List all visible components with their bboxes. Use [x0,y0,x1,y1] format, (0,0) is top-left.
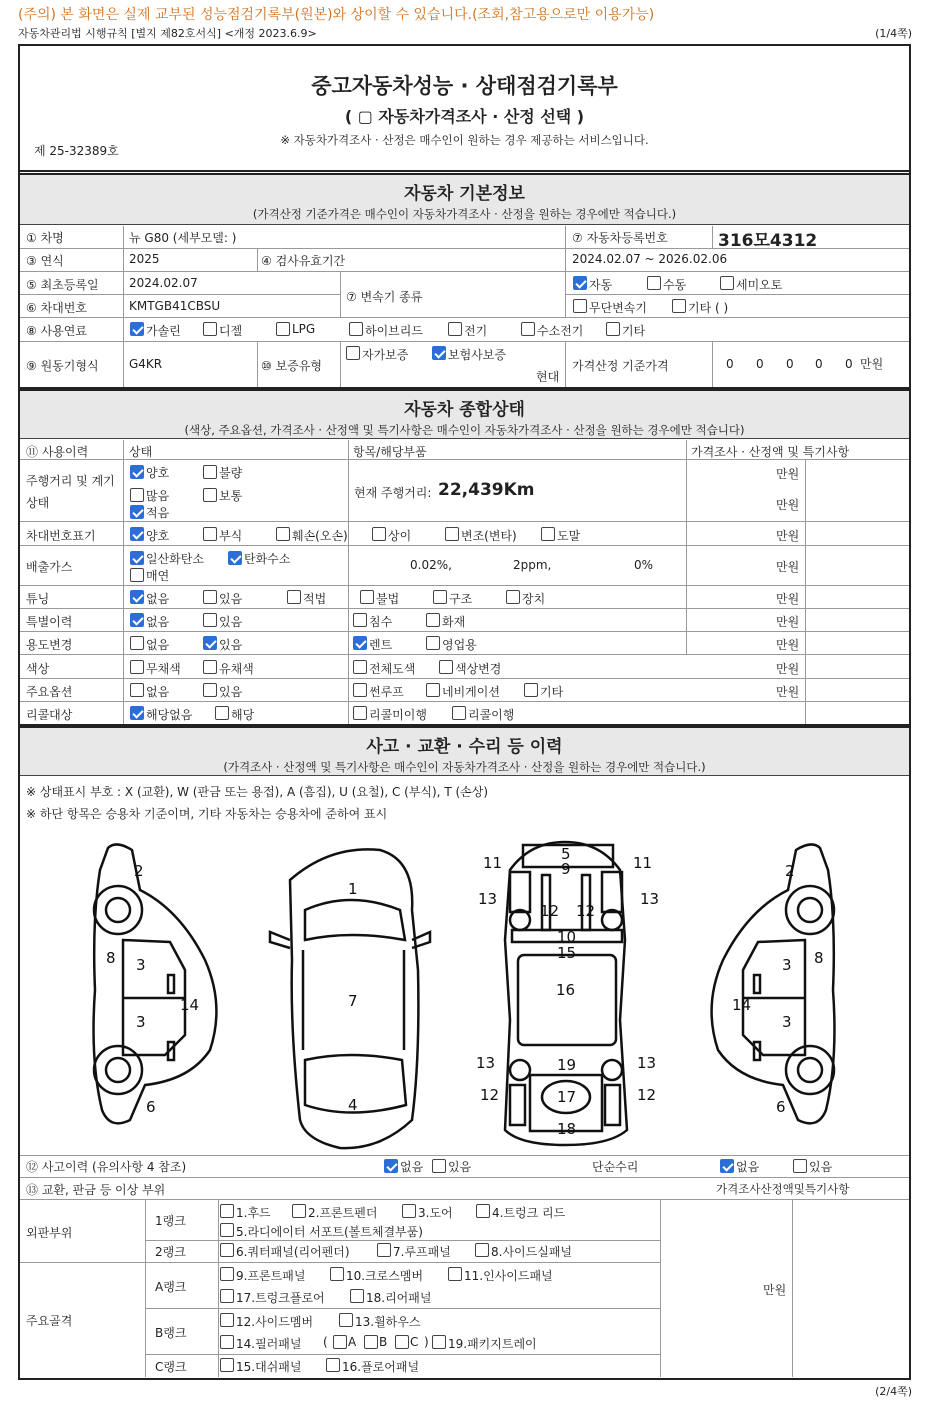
fuel-lpg-label: LPG [292,322,316,336]
color-full-paint-label: 전체도색 [369,662,416,676]
tuning-yes-checkbox[interactable] [203,590,217,604]
part-side-sill-label: 8.사이드실패널 [491,1245,573,1259]
warranty-insurer-label: 보험사보증 [448,348,506,362]
part-inside-panel-checkbox[interactable] [448,1267,462,1281]
car-name-label: ① 차명 [26,231,64,245]
parts-price-label: 가격조사산정액및특기사항 [716,1182,850,1196]
mileage-high-checkbox[interactable] [130,488,144,502]
vin-mark-differ-checkbox[interactable] [372,527,386,541]
part-radiator-support-checkbox[interactable] [220,1223,234,1237]
fuel-other-checkbox[interactable] [606,322,620,336]
accident-history-label: ⑫ 사고이력 (유의사항 4 참조) [26,1160,187,1174]
page-number-bottom: (2/4쪽) [875,1385,912,1398]
unit-label: 만원 [776,498,800,512]
emission-co-checkbox[interactable] [130,551,144,565]
law-reference: 자동차관리법 시행규칙 [별지 제82호서식] <개정 2023.6.9> [18,27,317,40]
recall-applicable-label: 해당 [231,708,255,722]
tuning-none-checkbox[interactable] [130,590,144,604]
options-sunroof-checkbox[interactable] [353,683,367,697]
diagram-label: 15 [557,944,577,962]
repair-yes-checkbox[interactable] [793,1159,807,1173]
emission-smoke-label: 매연 [146,569,170,583]
notice-text: (주의) 본 화면은 실제 교부된 성능점검기록부(원본)와 상이할 수 있습니다.(조회,참고용으로만 이용가능) [18,7,655,23]
car-diagram [20,830,909,1155]
price-digit: 0 [726,357,734,371]
part-front-fender-label: 2.프론트펜더 [308,1206,378,1220]
unit-label: 만원 [776,662,800,676]
diagram-label: 12 [480,1086,500,1104]
accident-yes-label: 있음 [448,1160,472,1174]
recall-na-label: 해당없음 [146,708,193,722]
part-roof-panel-label: 7.루프패널 [393,1245,451,1259]
year-label: ③ 연식 [26,254,64,268]
part-floor-panel-label: 16.플로어패널 [342,1360,420,1374]
diagram-label: 8 [106,949,116,967]
reg-no-value: 316모4312 [718,231,818,251]
price-digit: 0 [845,357,853,371]
repair-none-checkbox[interactable] [720,1159,734,1173]
transmission-label: ⑦ 변속기 종류 [346,290,423,304]
vin-mark-smeared-label: 도말 [557,529,581,543]
tuning-yes-label: 있음 [219,592,243,606]
warranty-company: 현대 [536,370,560,384]
diagram-label: 6 [146,1098,156,1116]
engine-label: ⑨ 원동기형식 [26,359,99,373]
trans-other-checkbox[interactable] [672,299,686,313]
options-yes-label: 있음 [219,685,243,699]
part-side-sill-checkbox[interactable] [475,1243,489,1257]
special-fire-label: 화재 [442,615,466,629]
recall-label: 리콜대상 [26,708,73,722]
part-trunk-lid-label: 4.트렁크 리드 [492,1206,566,1220]
usage-none-label: 없음 [146,638,170,652]
part-rear-panel-label: 18.리어패널 [366,1291,432,1305]
part-front-panel-label: 9.프론트패널 [236,1269,306,1283]
part-floor-panel-checkbox[interactable] [326,1358,340,1372]
diagram-label: 11 [633,854,653,872]
part-dash-panel-label: 15.대쉬패널 [236,1360,302,1374]
part-inside-panel-label: 11.인사이드패널 [464,1269,553,1283]
reg-no-label: ⑦ 자동차등록번호 [572,231,668,245]
trans-manual-checkbox[interactable] [647,276,661,290]
page-number-top: (1/4쪽) [875,27,912,40]
recall-done-checkbox[interactable] [452,706,466,720]
diagram-label: 12 [576,902,596,920]
rank-c-label: C랭크 [155,1360,187,1374]
diagram-label: 3 [136,956,146,974]
tuning-structure-label: 구조 [449,592,473,606]
diagram-label: 11 [483,854,503,872]
part-roof-panel-checkbox[interactable] [377,1243,391,1257]
mileage-normal-checkbox[interactable] [203,488,217,502]
tuning-device-checkbox[interactable] [506,590,520,604]
unit-label: 만원 [776,592,800,606]
pillar-paren-open: ( [323,1335,328,1349]
standard-note: ※ 하단 항목은 승용차 기준이며, 기타 자동차는 승용차에 준하여 표시 [26,807,388,821]
parts-label: ⑬ 교환, 판금 등 이상 부위 [26,1183,166,1197]
color-change-label: 색상변경 [455,662,502,676]
diagram-label: 12 [637,1086,657,1104]
diagram-label: 12 [540,902,560,920]
vin-mark-differ-label: 상이 [388,529,412,543]
part-trunk-lid-checkbox[interactable] [476,1204,490,1218]
part-package-tray-label: 19.패키지트레이 [448,1337,537,1351]
color-achromatic-checkbox[interactable] [130,660,144,674]
trans-semi-checkbox[interactable] [720,276,734,290]
diagram-label: 8 [814,949,824,967]
recall-done-label: 리콜이행 [468,708,515,722]
tuning-illegal-label: 불법 [376,592,400,606]
diagram-label: 4 [348,1096,358,1114]
engine-value: G4KR [129,357,163,371]
accident-note: (가격조사 · 산정액 및 특기사항은 매수인이 자동차가격조사 · 산정을 원하는 경우에만 적습니다.) [223,760,706,774]
emission-smoke-value: 0% [634,558,654,572]
trans-other-label: 기타 ( ) [688,301,729,315]
emission-hc-label: 탄화수소 [244,552,291,566]
title-box [20,46,909,172]
part-trunk-floor-checkbox[interactable] [220,1289,234,1303]
price-digit: 0 [786,357,794,371]
fuel-diesel-checkbox[interactable] [203,322,217,336]
page-title: 중고자동차성능 · 상태점검기록부 [311,74,618,98]
mileage-good-checkbox[interactable] [130,465,144,479]
fuel-hybrid-checkbox[interactable] [349,322,363,336]
diagram-label: 3 [782,956,792,974]
part-cross-member-checkbox[interactable] [330,1267,344,1281]
trans-auto-checkbox[interactable] [573,276,587,290]
recall-not-done-label: 리콜미이행 [369,708,427,722]
diagram-label: 13 [637,1054,657,1072]
part-trunk-floor-label: 17.트렁크플로어 [236,1291,325,1305]
pillar-a-label: A [348,1335,357,1349]
diagram-label: 14 [732,996,752,1014]
color-chromatic-checkbox[interactable] [203,660,217,674]
fuel-diesel-label: 디젤 [219,324,243,338]
tuning-illegal-checkbox[interactable] [360,590,374,604]
usage-rent-checkbox[interactable] [353,636,367,650]
fuel-hydrogen-label: 수소전기 [537,324,584,338]
trans-cvt-label: 무단변속기 [589,301,647,315]
fuel-electric-label: 전기 [464,324,488,338]
diagram-label: 14 [180,996,200,1014]
diagram-label: 2 [785,862,795,880]
tuning-structure-checkbox[interactable] [433,590,447,604]
price-digit: 0 [815,357,823,371]
options-yes-checkbox[interactable] [203,683,217,697]
basic-info-heading: 자동차 기본정보 [404,184,525,204]
diagram-label: 2 [134,862,144,880]
emission-label: 배출가스 [26,560,73,574]
unit-label: 만원 [776,560,800,574]
tuning-label: 튜닝 [26,592,50,606]
part-front-fender-checkbox[interactable] [292,1204,306,1218]
diagram-label: 1 [348,880,358,898]
rank-b-label: B랭크 [155,1326,187,1340]
color-achromatic-label: 무채색 [146,662,181,676]
vin-value: KMTGB41CBSU [129,299,221,313]
part-hood-label: 1.후드 [236,1206,271,1220]
mileage-low-checkbox[interactable] [130,505,144,519]
vin-mark-smeared-checkbox[interactable] [541,527,555,541]
color-chromatic-label: 유채색 [219,662,254,676]
price-select-note: ※ 자동차가격조사 · 산정은 매수인이 원하는 경우 제공하는 서비스입니다. [280,133,649,147]
mileage-bad-label: 불량 [219,466,243,480]
part-wheel-house-checkbox[interactable] [339,1313,353,1327]
overall-heading: 자동차 종합상태 [404,400,525,420]
diagram-label: 18 [557,1120,577,1138]
price-digit: 0 [756,357,764,371]
unit-label: 만원 [776,529,800,543]
part-front-panel-checkbox[interactable] [220,1267,234,1281]
pillar-c-label: C [410,1335,419,1349]
vin-mark-corrosion-label: 부식 [219,529,243,543]
fuel-electric-checkbox[interactable] [448,322,462,336]
simple-repair-label: 단순수리 [592,1160,639,1174]
color-full-paint-checkbox[interactable] [353,660,367,674]
usage-yes-checkbox[interactable] [203,636,217,650]
vin-mark-damage-checkbox[interactable] [276,527,290,541]
mileage-current-label: 현재 주행거리: [354,486,432,500]
mileage-high-label: 많음 [146,489,170,503]
usage-business-label: 영업용 [442,638,477,652]
diagram-label: 13 [476,1054,496,1072]
unit-label: 만원 [776,615,800,629]
diagram-label: 10 [557,928,577,946]
mileage-label: 주행거리 및 계기 [26,474,115,488]
trans-auto-label: 자동 [589,278,613,292]
special-fire-checkbox[interactable] [426,613,440,627]
col-item: 항목/해당부품 [353,445,427,459]
diagram-label: 6 [776,1098,786,1116]
accident-heading: 사고 · 교환 · 수리 등 이력 [366,737,563,757]
part-radiator-support-label: 5.라디에이터 서포트(볼트체결부품) [236,1225,423,1239]
vin-mark-label: 차대번호표기 [26,529,96,543]
part-package-tray-checkbox[interactable] [432,1335,446,1349]
warranty-self-label: 자가보증 [362,348,409,362]
rank-a-label: A랭크 [155,1280,187,1294]
mileage-good-label: 양호 [146,466,170,480]
diagram-label: 3 [782,1013,792,1031]
accident-header [20,726,909,776]
unit-label: 만원 [776,685,800,699]
overall-header [20,389,909,439]
col-price-note: 가격조사 · 산정액 및 특기사항 [691,445,850,459]
warranty-insurer-checkbox[interactable] [432,346,446,360]
year-value: 2025 [129,252,160,266]
rank-2-label: 2랭크 [155,1245,186,1259]
parts-price-unit: 만원 [763,1283,787,1297]
col-state: 상태 [129,445,153,459]
outer-panel-label: 외판부위 [26,1226,73,1240]
inspect-label: ④ 검사유효기간 [261,254,346,268]
fuel-lpg-checkbox[interactable] [276,322,290,336]
special-none-label: 없음 [146,615,170,629]
mileage-label-2: 상태 [26,496,50,510]
recall-not-done-checkbox[interactable] [353,706,367,720]
mileage-bad-checkbox[interactable] [203,465,217,479]
vin-mark-good-checkbox[interactable] [130,527,144,541]
emission-hc-value: 2ppm, [513,558,552,572]
recall-na-checkbox[interactable] [130,706,144,720]
vin-mark-damage-label: 훼손(오손) [292,529,348,543]
usage-yes-label: 있음 [219,638,243,652]
car-name-value: 뉴 G80 (세부모델: ) [129,231,237,245]
trans-cvt-checkbox[interactable] [573,299,587,313]
options-navi-label: 네비게이션 [442,685,500,699]
fuel-gasoline-checkbox[interactable] [130,322,144,336]
pillar-a-checkbox[interactable] [333,1335,347,1349]
accident-none-checkbox[interactable] [384,1159,398,1173]
first-reg-label: ⑤ 최초등록일 [26,278,99,292]
part-dash-panel-checkbox[interactable] [220,1358,234,1372]
part-quarter-panel-label: 6.쿼터패널(리어펜더) [236,1245,350,1259]
special-history-label: 특별이력 [26,615,73,629]
part-side-member-checkbox[interactable] [220,1313,234,1327]
col-usage-history: ⑪ 사용이력 [26,445,89,459]
accident-none-label: 없음 [400,1160,424,1174]
vin-mark-altered-label: 변조(변타) [461,529,517,543]
part-cross-member-label: 10.크로스멤버 [346,1269,424,1283]
price-select-title: ( ▢ 자동차가격조사 · 산정 선택 ) [344,107,585,126]
fuel-other-label: 기타 [622,324,646,338]
main-frame-label: 주요골격 [26,1314,73,1328]
pillar-paren-close: ) [424,1335,429,1349]
price-unit: 만원 [860,357,884,371]
trans-manual-label: 수동 [663,278,687,292]
options-other-checkbox[interactable] [524,683,538,697]
options-none-checkbox[interactable] [130,683,144,697]
color-change-checkbox[interactable] [439,660,453,674]
trans-semi-label: 세미오토 [736,278,783,292]
options-other-label: 기타 [540,685,564,699]
emission-co-label: 일산화탄소 [146,552,204,566]
color-label: 색상 [26,662,50,676]
rank-1-label: 1랭크 [155,1214,186,1228]
pillar-c-checkbox[interactable] [395,1335,409,1349]
unit-label: 만원 [776,638,800,652]
usage-business-checkbox[interactable] [426,636,440,650]
diagram-label: 13 [640,890,660,908]
special-yes-label: 있음 [219,615,243,629]
mileage-current-value: 22,439Km [438,480,535,500]
part-wheel-house-label: 13.휠하우스 [355,1315,421,1329]
usage-change-label: 용도변경 [26,638,73,652]
diagram-label: 13 [478,890,498,908]
part-hood-checkbox[interactable] [220,1204,234,1218]
options-label: 주요옵션 [26,685,73,699]
repair-none-label: 없음 [736,1160,760,1174]
options-navi-checkbox[interactable] [426,683,440,697]
emission-co-value: 0.02%, [410,558,452,572]
pillar-b-label: B [379,1335,388,1349]
warranty-label: ⑩ 보증유형 [261,359,322,373]
options-none-label: 없음 [146,685,170,699]
special-flood-checkbox[interactable] [353,613,367,627]
inspect-value: 2024.02.07 ~ 2026.02.06 [572,252,728,266]
overall-note: (색상, 주요옵션, 가격조사 · 산정액 및 특기사항은 매수인이 자동차가격조사 · 산정을 원하는 경우에만 적습니다) [184,423,745,437]
mileage-low-label: 적음 [146,506,170,520]
special-none-checkbox[interactable] [130,613,144,627]
vin-mark-good-label: 양호 [146,529,170,543]
diagram-label: 7 [348,992,358,1010]
special-yes-checkbox[interactable] [203,613,217,627]
part-door-label: 3.도어 [418,1206,453,1220]
tuning-none-label: 없음 [146,592,170,606]
basic-info-note: (가격산정 기준가격은 매수인이 자동차가격조사 · 산정을 원하는 경우에만 적습니다.) [252,207,677,221]
diagram-label: 9 [561,860,571,878]
price-base-label: 가격산정 기준가격 [572,359,669,373]
part-door-checkbox[interactable] [402,1204,416,1218]
document-number: 제 25-32389호 [34,144,119,158]
vin-mark-altered-checkbox[interactable] [445,527,459,541]
mileage-normal-label: 보통 [219,489,243,503]
fuel-hydrogen-checkbox[interactable] [521,322,535,336]
diagram-label: 16 [556,981,576,999]
tuning-legal-label: 적법 [303,592,327,606]
diagram-label: 3 [136,1013,146,1031]
fuel-label: ⑧ 사용연료 [26,324,87,338]
recall-applicable-checkbox[interactable] [215,706,229,720]
options-sunroof-label: 썬루프 [369,685,404,699]
accident-yes-checkbox[interactable] [432,1159,446,1173]
part-quarter-panel-checkbox[interactable] [220,1243,234,1257]
fuel-gasoline-label: 가솔린 [146,324,181,338]
vin-label: ⑥ 차대번호 [26,301,87,315]
part-pillar-panel-label: 14.필러패널 [236,1337,302,1351]
vin-mark-corrosion-checkbox[interactable] [203,527,217,541]
tuning-device-label: 장치 [522,592,546,606]
usage-none-checkbox[interactable] [130,636,144,650]
emission-smoke-checkbox[interactable] [130,568,144,582]
basic-info-header [20,173,909,225]
status-legend: ※ 상태표시 부호 : X (교환), W (판금 또는 용접), A (흠집), U (요철), C (부식), T (손상) [26,785,489,799]
diagram-label: 17 [557,1088,577,1106]
diagram-label: 19 [557,1056,577,1074]
repair-yes-label: 있음 [809,1160,833,1174]
part-rear-panel-checkbox[interactable] [350,1289,364,1303]
special-flood-label: 침수 [369,615,393,629]
unit-label: 만원 [776,467,800,481]
part-side-member-label: 12.사이드멤버 [236,1315,314,1329]
fuel-hybrid-label: 하이브리드 [365,324,423,338]
diagram-label: 5 [561,845,571,863]
first-reg-value: 2024.02.07 [129,276,198,290]
usage-rent-label: 렌트 [369,638,393,652]
warranty-self-checkbox[interactable] [346,346,360,360]
part-pillar-panel-checkbox[interactable] [220,1335,234,1349]
pillar-b-checkbox[interactable] [364,1335,378,1349]
emission-hc-checkbox[interactable] [228,551,242,565]
tuning-legal-checkbox[interactable] [287,590,301,604]
